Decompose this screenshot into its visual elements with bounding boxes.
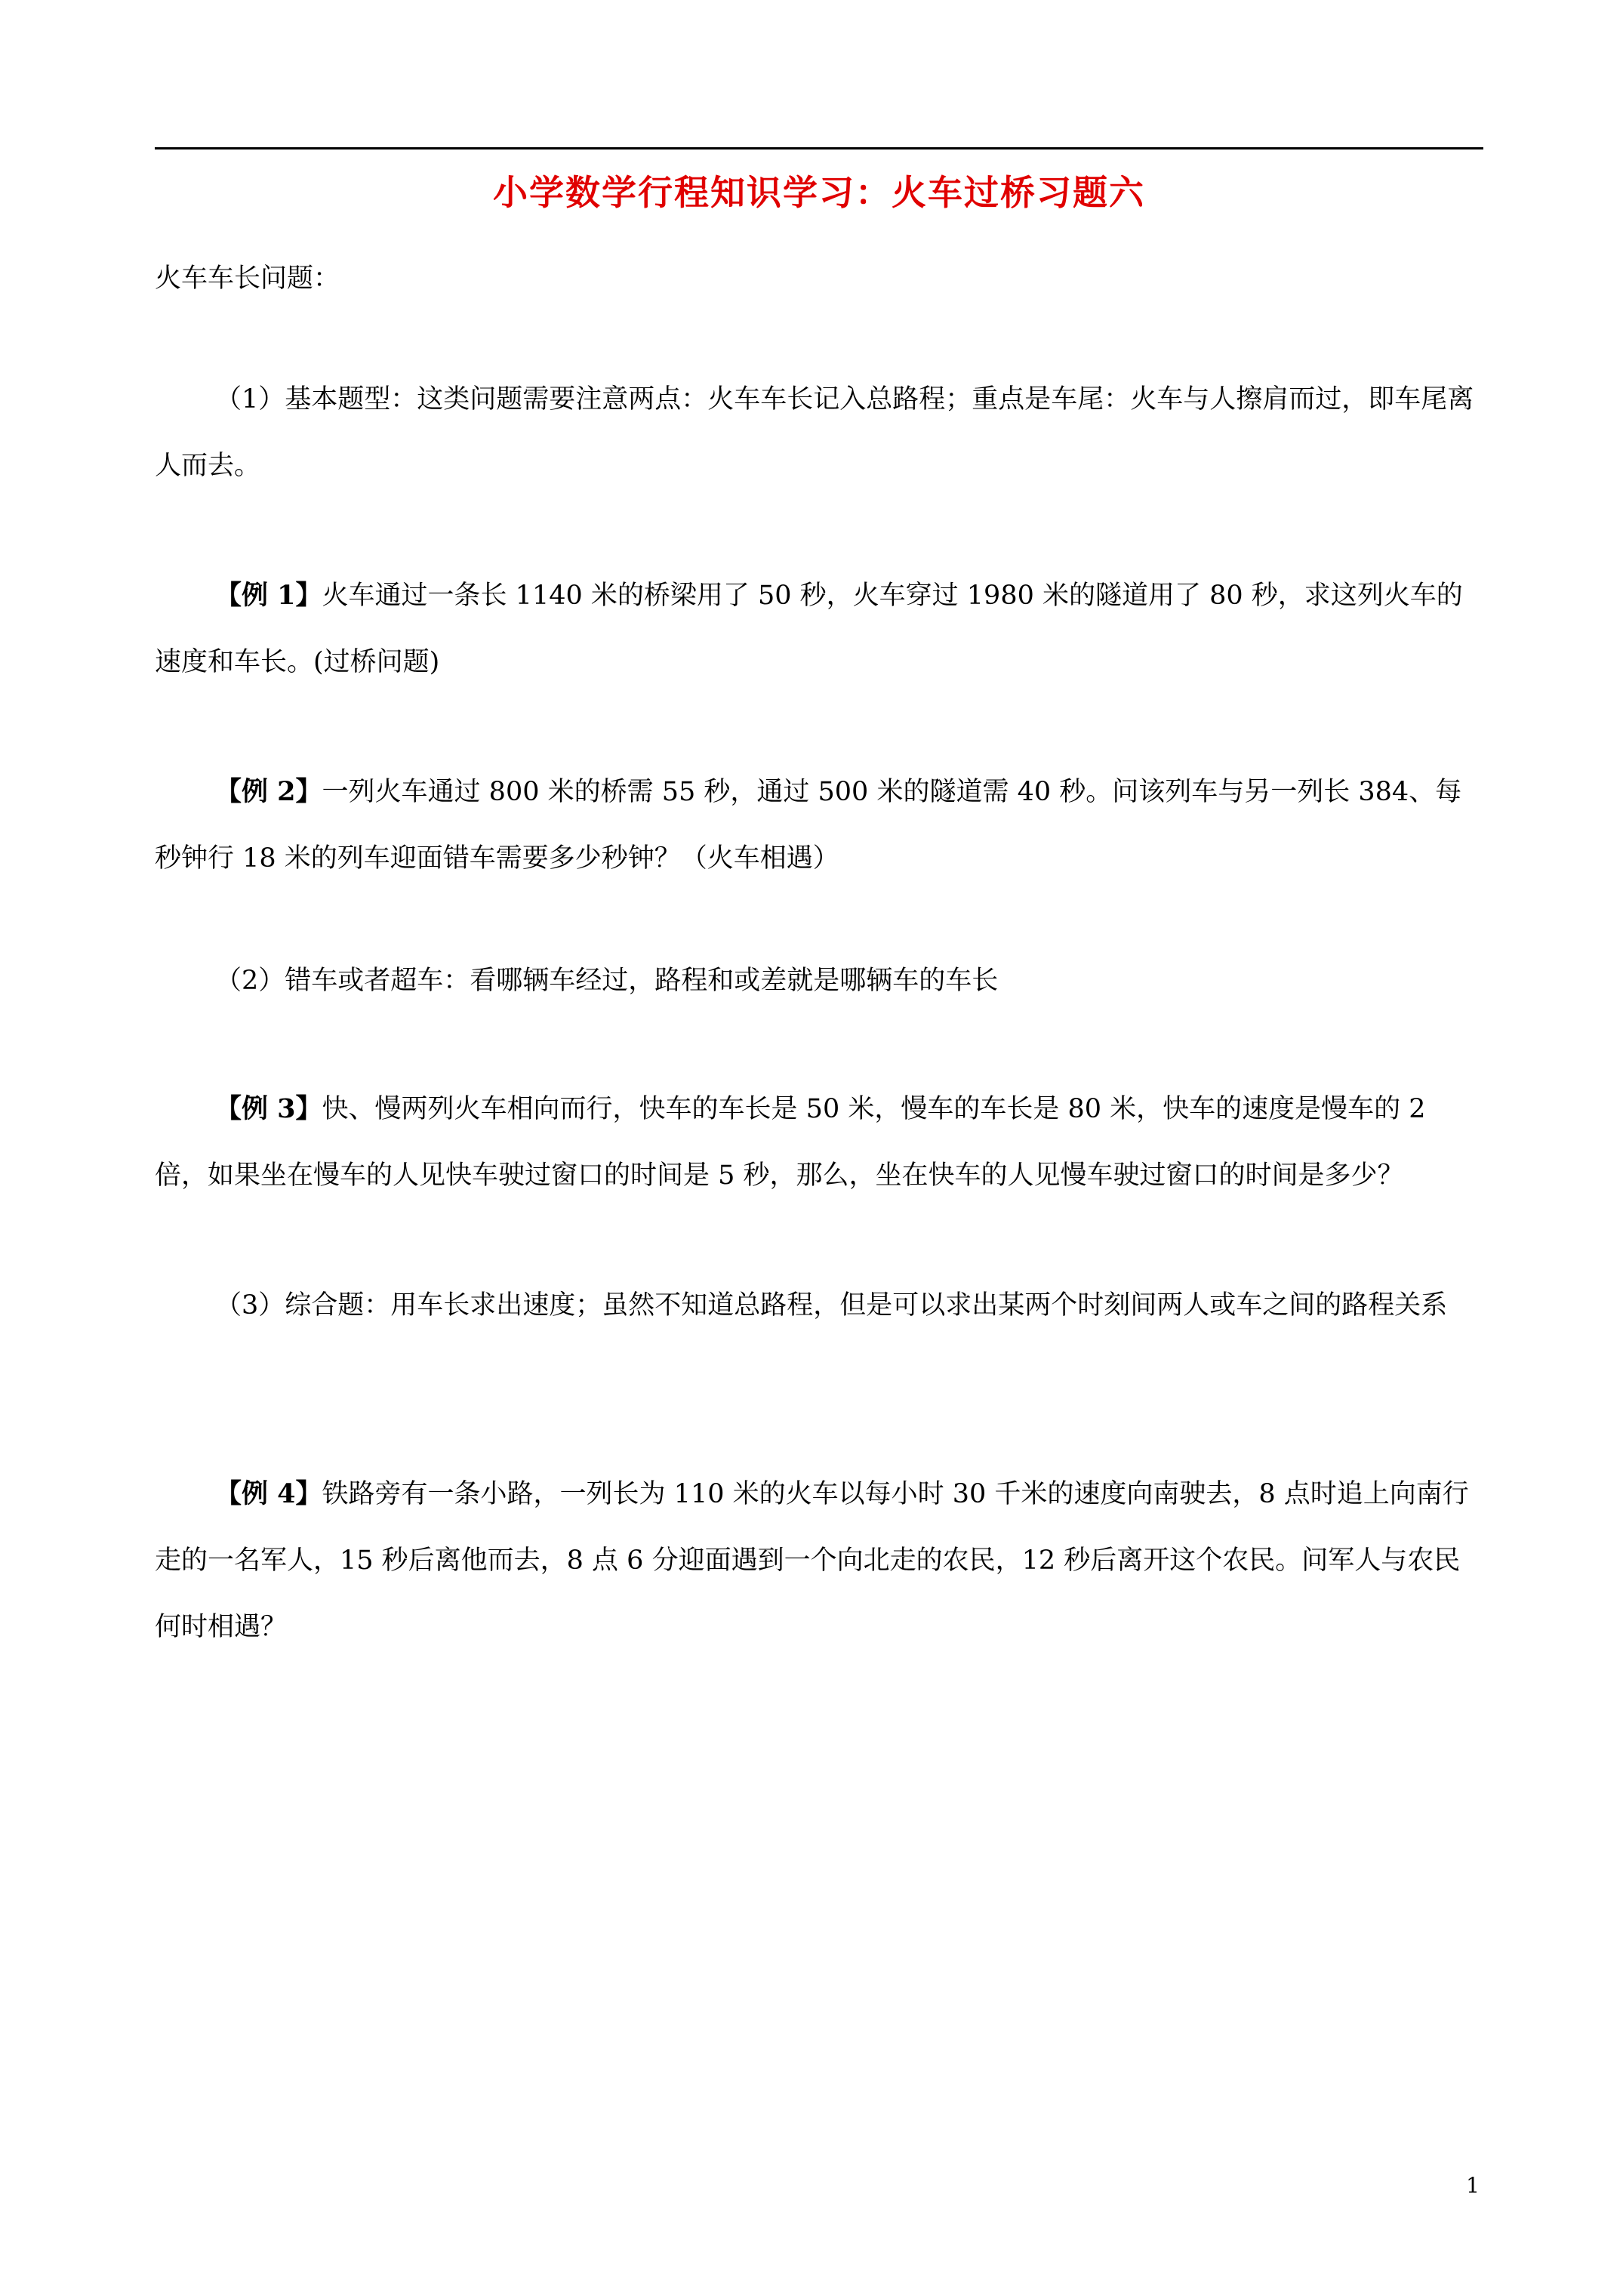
section-2-text: （2）错车或者超车：看哪辆车经过，路程和或差就是哪辆车的车长 <box>215 966 999 996</box>
section-1-text: （1）基本题型：这类问题需要注意两点：火车车长记入总路程；重点是车尾：火车与人擦肩而过，即车尾离人而去。 <box>155 384 1474 481</box>
page-number: 1 <box>1466 2173 1480 2198</box>
example-2-label: 【例 2】 <box>215 776 322 807</box>
example-3 <box>155 1076 1483 1209</box>
page-title: 小学数学行程知识学习：火车过桥习题六 <box>493 172 1145 213</box>
example-4-text: 铁路旁有一条小路，一列长为 110 米的火车以每小时 30 千米的速度向南驶去，8 点时追上向南行走的一名军人，15 秒后离他而去，8 点 6 分迎面遇到一个向北走的农民，12 秒后离开这个农民。问军人与农民何时相遇？ <box>155 1479 1469 1642</box>
example-4 <box>155 1461 1483 1660</box>
example-1-text: 火车通过一条长 1140 米的桥梁用了 50 秒，火车穿过 1980 米的隧道用了 80 秒，求这列火车的速度和车长。(过桥问题) <box>155 581 1463 677</box>
example-2 <box>155 759 1483 892</box>
section-3-text: （3）综合题：用车长求出速度；虽然不知道总路程，但是可以求出某两个时刻间两人或车之间的路程关系 <box>215 1290 1448 1321</box>
example-1-label: 【例 1】 <box>215 580 322 611</box>
example-3-label: 【例 3】 <box>215 1093 322 1124</box>
example-3-text: 快、慢两列火车相向而行，快车的车长是 50 米，慢车的车长是 80 米，快车的速度是慢车的 2 倍，如果坐在慢车的人见快车驶过窗口的时间是 5 秒，那么，坐在快车的人见慢车驶过窗口的时间是多少？ <box>155 1094 1426 1191</box>
example-2-text: 一列火车通过 800 米的桥需 55 秒，通过 500 米的隧道需 40 秒。问该列车与另一列长 384、每秒钟行 18 米的列车迎面错车需要多少秒钟？（火车相遇） <box>155 777 1462 874</box>
intro-text: 火车车长问题： <box>155 264 340 294</box>
example-1 <box>155 562 1483 695</box>
example-4-label: 【例 4】 <box>215 1478 322 1509</box>
header-rule <box>155 147 1483 149</box>
